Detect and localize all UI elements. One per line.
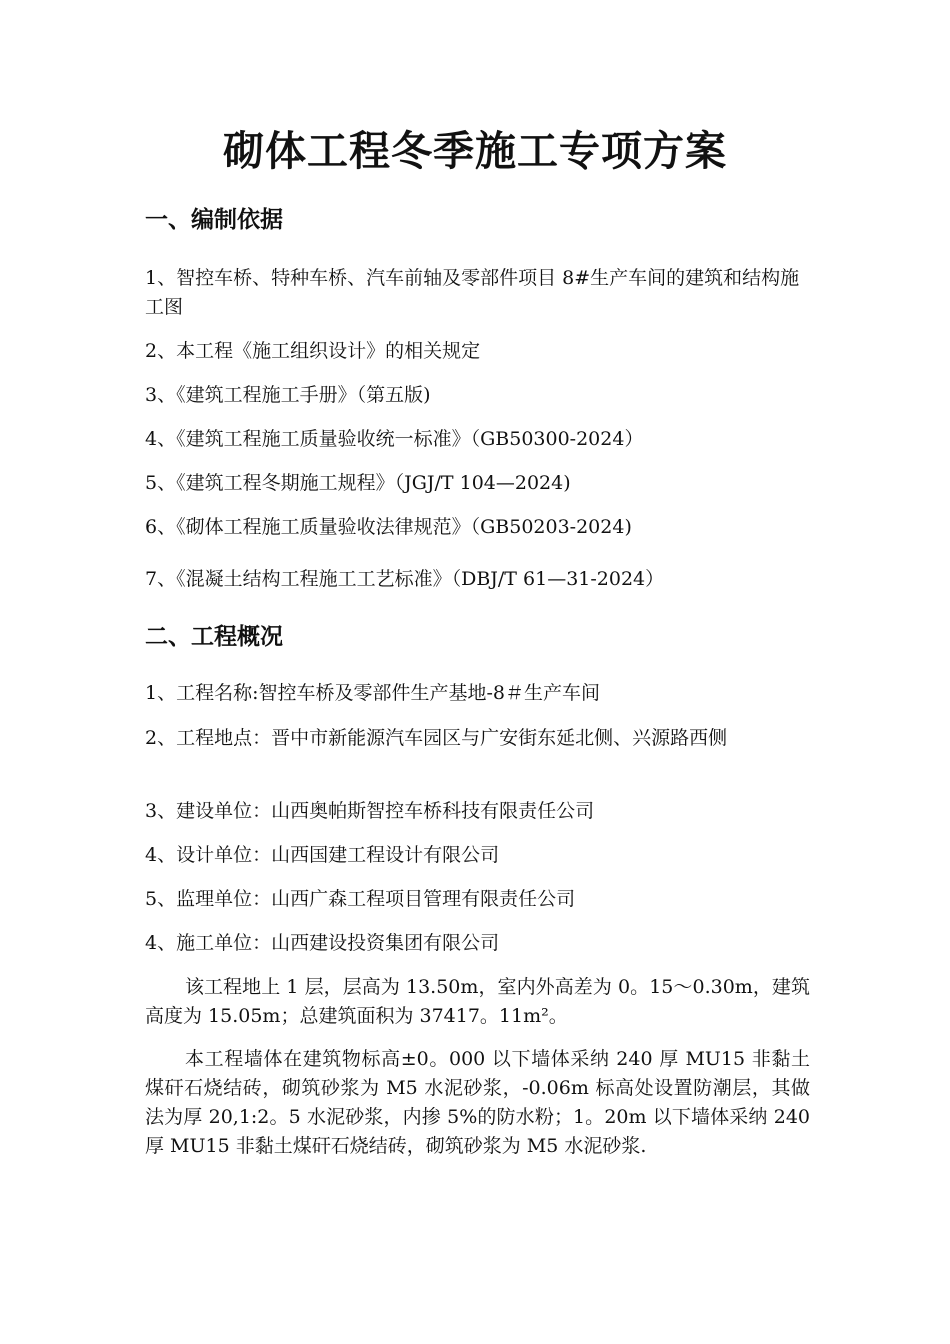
basis-item-6: 6、《砌体工程施工质量验收法律规范》（GB50203-2024)	[145, 516, 632, 538]
overview-paragraph-walls: 本工程墙体在建筑物标高±0。000 以下墙体采纳 240 厚 MU15 非黏土煤矸石烧结砖，砌筑砂浆为 M5 水泥砂浆，-0.06m 标高处设置防潮层，其做法为厚 20,1:2。5 水泥砂浆，内掺 5%的防水粉；1。20m 以下墙体采纳 240 厚 MU15 非黏土煤矸石烧结砖，砌筑砂浆为 M5 水泥砂浆.	[145, 1048, 817, 1157]
section-heading-basis: 一、编制依据	[145, 207, 283, 233]
section-heading-overview: 二、工程概况	[145, 624, 283, 650]
overview-item-location: 2、工程地点：晋中市新能源汽车园区与广安街东延北侧、兴源路西侧	[145, 727, 728, 749]
overview-paragraph-dimensions: 该工程地上 1 层，层高为 13.50m，室内外高差为 0。15～0.30m，建筑高度为 15.05m；总建筑面积为 37417。11m²。	[145, 976, 810, 1027]
basis-item-4: 4、《建筑工程施工质量验收统一标准》（GB50300-2024）	[145, 428, 644, 450]
overview-item-supervisor: 5、监理单位：山西广森工程项目管理有限责任公司	[145, 888, 576, 910]
basis-item-5: 5、《建筑工程冬期施工规程》（JGJ/T 104—2024)	[145, 472, 571, 494]
overview-item-owner: 3、建设单位：山西奥帕斯智控车桥科技有限责任公司	[145, 800, 595, 822]
overview-item-contractor: 4、施工单位：山西建设投资集团有限公司	[145, 932, 500, 954]
document-title: 砌体工程冬季施工专项方案	[223, 127, 727, 175]
overview-item-designer: 4、设计单位：山西国建工程设计有限公司	[145, 844, 500, 866]
basis-item-1: 1、智控车桥、特种车桥、汽车前轴及零部件项目 8#生产车间的建筑和结构施工图	[145, 267, 800, 318]
basis-item-7: 7、《混凝土结构工程施工工艺标准》（DBJ/T 61—31-2024）	[145, 568, 665, 590]
overview-item-name: 1、工程名称:智控车桥及零部件生产基地-8＃生产车间	[145, 682, 600, 704]
basis-item-3: 3、《建筑工程施工手册》（第五版)	[145, 384, 431, 406]
basis-item-2: 2、本工程《施工组织设计》的相关规定	[145, 340, 481, 362]
